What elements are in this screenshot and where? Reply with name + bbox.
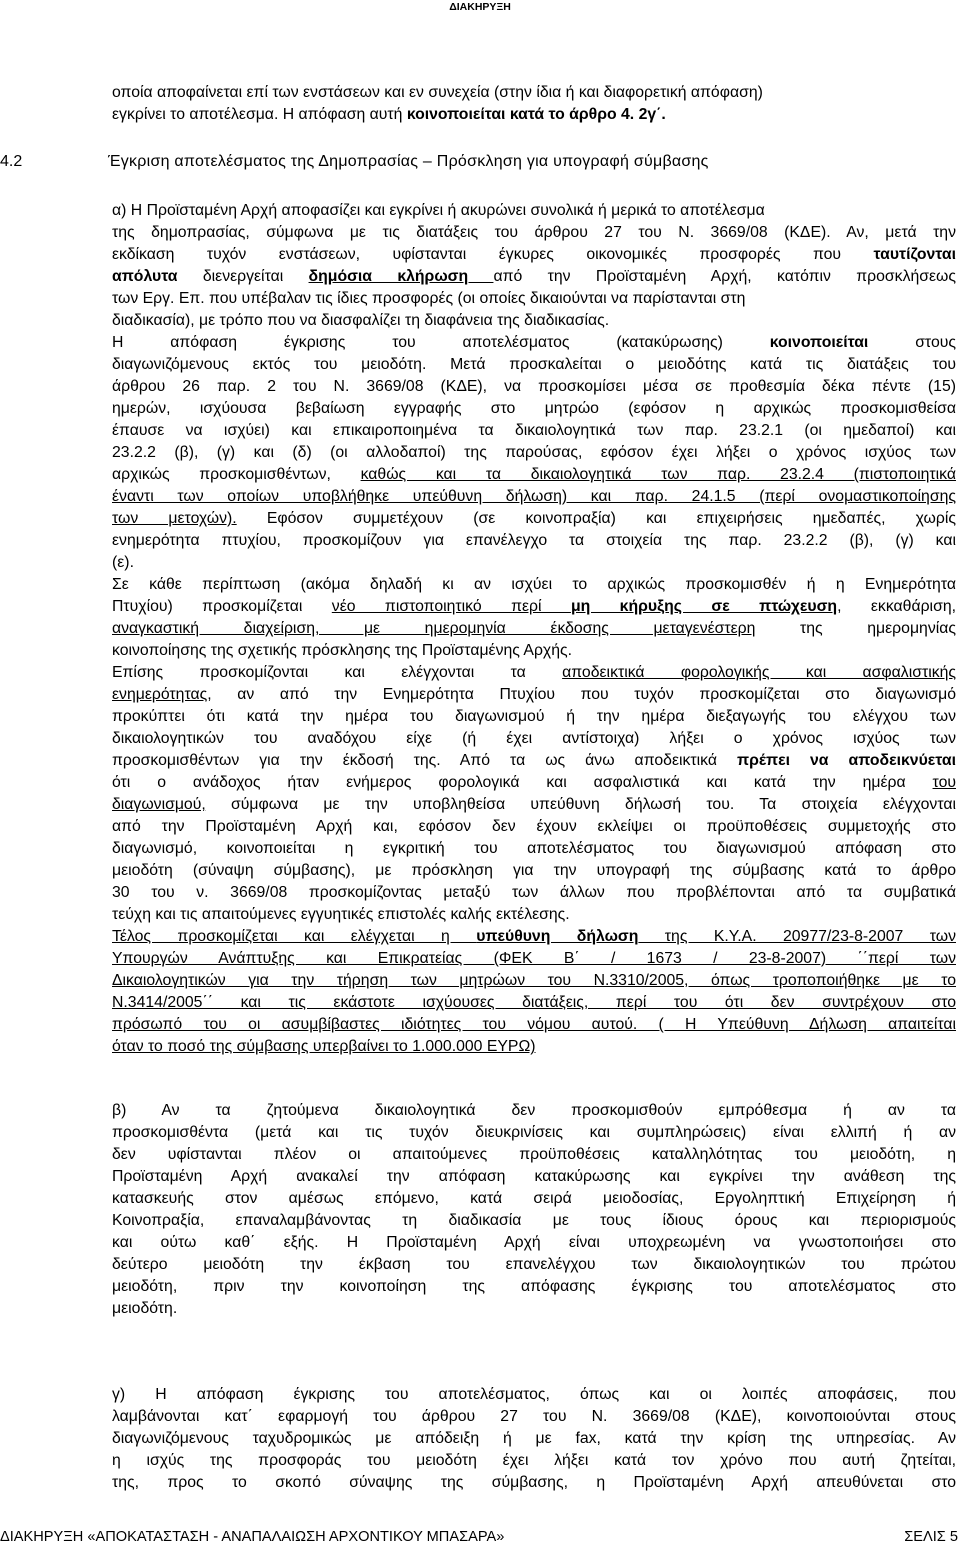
text-line (112, 596, 956, 618)
text-line (112, 464, 956, 486)
text-run: σύμφωνα με την υποβληθείσα υπεύθυνη δήλωσή του. Τα στοιχεία ελέγχονται (205, 796, 956, 813)
text-line: διαγωνιζόμενους ταχυδρομικώς με απόδειξη ή με fax, κατά την κρίση της υπηρεσίας. Αν (112, 1430, 956, 1447)
underlined-text: ενημερότητας (112, 686, 208, 703)
text-line (112, 508, 956, 530)
text-run: διενεργείται (177, 268, 309, 285)
underlined-text: αποδεικτικά φορολογικής και ασφαλιστικής (562, 664, 956, 681)
text-line: μειοδότη (σύναψη σύμβασης), με πρόσκληση για την υπογραφή της σύμβασης κατά το άρθρο (112, 862, 956, 879)
underlined-text: Τέλος προσκομίζεται και ελέγχεται η (112, 928, 477, 945)
text-run: προσκομισθέντων για την έκδοσή της. Από τα ως άνω αποδεικτικά (112, 752, 737, 769)
text-line: β) Αν τα ζητούμενα δικαιολογητικά δεν προσκομισθούν εμπρόθεσμα ή αν τα (112, 1102, 956, 1119)
text-line: διαδικασία), με τρόπο που να διασφαλίζει τη διαφάνεια της διαδικασίας. (112, 312, 610, 329)
section-number: 4.2 (0, 153, 23, 170)
underlined-text: καθώς και τα δικαιολογητικά των παρ. 23.2.4 (πιστοποιητικά (360, 466, 956, 483)
text-line: τεύχη και τις απαιτούμενες εγγυητικές επιστολές καλής εκτέλεσης. (112, 906, 570, 923)
text-line: πρόσωπό του οι ασυμβίβαστες ιδιότητες του νόμου αυτού. ( Η Υπεύθυνη Δήλωση απαιτείται (112, 1016, 956, 1033)
text-run: στους (915, 334, 956, 351)
text-line: δεύτερο μειοδότη την έκβαση του επανελέγχου των δικαιολογητικών του πρώτου (112, 1256, 956, 1273)
text-line (112, 662, 956, 684)
text-line: λαμβάνονται κατ΄ εφαρμογή του άρθρου 27 του Ν. 3669/08 (ΚΔΕ), κοινοποιούνται στους (112, 1408, 956, 1425)
text-line: έναντι των οποίων υποβλήθηκε υπεύθυνη δήλωση) και παρ. 24.1.5 (περί ονομαστικοποίησης (112, 488, 956, 505)
underlined-text: διαγωνισμού, (112, 796, 206, 813)
text-run: Πτυχίου) προσκομίζεται (112, 598, 332, 615)
text-line (112, 750, 956, 772)
text-line: προκύπτει ότι κατά την ημέρα του διαγωνισμού ή την ημέρα διεξαγωγής του ελέγχου των (112, 708, 956, 725)
header-title: ΔΙΑΚΗΡΥΞΗ (449, 1, 511, 13)
bold-text: ταυτίζονται (873, 246, 956, 263)
text-line: διαγωνισμό, κοινοποιείται η εγκριτική του αποτελέσματος του διαγωνισμού απόφαση στο (112, 840, 956, 857)
bold-underlined-text: μη κήρυξης σε πτώχευση (570, 598, 838, 615)
text-run: Η απόφαση έγκρισης του αποτελέσματος (κατακύρωσης) (112, 334, 723, 351)
footer-title: ΔΙΑΚΗΡΥΞΗ «ΑΠΟΚΑΤΑΣΤΑΣΗ - ΑΝΑΠΑΛΑΙΩΣΗ ΑΡΧΟΝΤΙΚΟΥ ΜΠΑΣΑΡΑ» (0, 1529, 505, 1545)
page-footer (0, 1526, 960, 1548)
text-line (112, 926, 956, 948)
text-line: κοινοποίησης της σχετικής πρόσκλησης της Προϊσταμένης Αρχής. (112, 642, 573, 659)
text-line: προσκομισθέντα (μετά και τις τυχόν διευκρινίσεις και συμπληρώσεις) είναι ελλιπή ή αν (112, 1124, 956, 1141)
paragraph-a (112, 200, 956, 1058)
text-line: των Εργ. Επ. που υπέβαλαν τις ίδιες προσφορές (οι οποίες δικαιούνται να παρίστανται στη (112, 290, 746, 307)
page-number: ΣΕΛΙΣ 5 (904, 1529, 958, 1545)
text-line: (ε). (112, 554, 134, 571)
text-line: διαγωνιζόμενους εκτός του μειοδότη. Μετά προσκαλείται ο μειοδότης κατά τις διατάξεις του (112, 356, 956, 373)
bold-text: κοινοποιείται κατά το άρθρο 4. 2γ΄. (406, 106, 666, 123)
bold-text: κοινοποιείται (769, 334, 869, 351)
text-run: ότι ο ανάδοχος ήταν ενήμερος φορολογικά και ασφαλιστικά και κατά την ημέρα (112, 774, 906, 791)
text-line: Ν.3414/2005΄΄ και τις εκάστοτε ισχύουσες διατάξεις, περί του ότι δεν συντρέχουν στο (112, 994, 956, 1011)
text-run: Επίσης προσκομίζονται και ελέγχονται τα (112, 664, 526, 681)
section-heading (0, 150, 960, 174)
underlined-text: του (932, 774, 956, 791)
text-line: Σε κάθε περίπτωση (ακόμα δηλαδή κι αν ισχύει το αρχικώς προσκομισθέν ή η Ενημερότητα (112, 576, 956, 593)
text-line: και ούτω καθ΄ εξής. Η Προϊσταμένη Αρχή είναι υποχρεωμένη να γνωστοποιήσει στο (112, 1234, 956, 1251)
text-run: αρχικώς προσκομισθέντων, (112, 466, 361, 483)
text-line (112, 266, 956, 288)
paragraph-b (112, 1100, 956, 1320)
text-line: από την Προϊσταμένη Αρχή και, εφόσον δεν έχουν εκλείψει οι προϋποθέσεις συμμετοχής στο (112, 818, 956, 835)
text-line: μειοδότη, πριν την κοινοποίηση της απόφασης έγκρισης του αποτελέσματος στο (112, 1278, 956, 1295)
text-line (112, 332, 956, 354)
text-line (112, 244, 956, 266)
text-line: της δημοπρασίας, σύμφωνα με τις διατάξεις του άρθρου 27 του Ν. 3669/08 (ΚΔΕ). Αν, μετά την (112, 224, 956, 241)
bold-text: απόλυτα (112, 268, 178, 285)
text-run: , εκκαθάριση, (837, 598, 956, 615)
underlined-text: των μετοχών). (112, 510, 237, 527)
underlined-text: της Κ.Υ.Α. 20977/23-8-2007 των (638, 928, 956, 945)
text-run: εκδίκαση τυχόν ενστάσεων, υφίστανται έγκυρες οικονομικές προσφορές που (112, 246, 842, 263)
text-run: της ημερομηνίας (800, 620, 956, 637)
text-line: δεν υφίστανται πλέον οι απαιτούμενες προϋποθέσεις καταλληλότητας του μειοδότη, η (112, 1146, 956, 1163)
text-line: γ) Η απόφαση έγκρισης του αποτελέσματος, όπως και οι λοιπές αποφάσεις, που (112, 1386, 956, 1403)
text-line: Κοινοπραξία, επαναλαμβάνοντας τη διαδικασία με τους ίδιους όρους και περιορισμούς (112, 1212, 956, 1229)
text-line: η ισχύς της προσφοράς του μειοδότη έχει λήξει κατά τον χρόνο που αυτή ζητείται, (112, 1452, 956, 1469)
text-line: κατασκευής στον αμέσως επόμενο, κατά σειρά μειοδοσίας, Εργοληπτική Επιχείρηση ή (112, 1190, 956, 1207)
underlined-text: νέο πιστοποιητικό περί (331, 598, 571, 615)
text-line: Προϊσταμένη Αρχή ανακαλεί την απόφαση κατακύρωσης και εγκρίνει την ανάθεση της (112, 1168, 956, 1185)
text-line: Δικαιολογητικών για την τήρηση των μητρώων του Ν.3310/2005, όπως τροποποιήθηκε με το (112, 972, 956, 989)
text-line: της, προς το σκοπό σύναψης της σύμβασης, η Προϊσταμένη Αρχή απευθύνεται στο (112, 1474, 956, 1491)
text-run: , αν από την Ενημερότητα Πτυχίου που τυχόν προσκομίζεται στο διαγωνισμό (207, 686, 956, 703)
text-line (112, 684, 956, 706)
intro-paragraph (112, 82, 956, 126)
text-line: έπαυσε να ισχύει) και επικαιροποιημένα τα δικαιολογητικά των παρ. 23.2.1 (οι ημεδαποί) και (112, 422, 956, 439)
bold-text: πρέπει να αποδεικνύεται (737, 752, 956, 769)
text-line (112, 772, 956, 794)
bold-underlined-text: δημόσια κλήρωση (308, 268, 494, 285)
text-line (112, 794, 956, 816)
text-line: άρθρου 26 παρ. 2 του Ν. 3669/08 (ΚΔΕ), να προσκομίσει μέσα σε προθεσμία δέκα πέντε (15) (112, 378, 956, 395)
paragraph-c (112, 1384, 956, 1494)
text-line (112, 104, 956, 126)
text-line: Υπουργών Ανάπτυξης και Επικρατείας (ΦΕΚ Β΄ / 1673 / 23-8-2007) ΄΄περί των (112, 950, 956, 967)
underlined-text: αναγκαστική διαχείριση, με ημερομηνία έκδοσης μεταγενέστερη (112, 620, 756, 637)
section-title: Έγκριση αποτελέσματος της Δημοπρασίας – Πρόσκληση για υπογραφή σύμβασης (108, 153, 709, 170)
text-run: Εφόσον συμμετέχουν (σε κοινοπραξία) και επιχειρήσεις ημεδαπές, χωρίς (236, 510, 956, 527)
text-run: εγκρίνει το αποτέλεσμα. Η απόφαση αυτή (112, 106, 407, 123)
text-line: α) Η Προϊσταμένη Αρχή αποφασίζει και εγκρίνει ή ακυρώνει συνολικά ή μερικά το αποτέλεσμα (112, 202, 765, 219)
text-line: ημερών, ισχύουσα βεβαίωση εγγραφής στο μητρώο (εφόσον η αρχικώς προσκομισθείσα (112, 400, 956, 417)
bold-underlined-text: υπεύθυνη δήλωση (476, 928, 639, 945)
text-line: όταν το ποσό της σύμβασης υπερβαίνει το 1.000.000 ΕΥΡΩ) (112, 1038, 536, 1055)
text-line: δικαιολογητικών του αναδόχου είχε (ή έχει αντίστοιχα) λήξει ο χρόνος ισχύος των (112, 730, 956, 747)
text-line: μειοδότη. (112, 1300, 178, 1317)
text-line: 30 του ν. 3669/08 προσκομίζοντας μεταξύ των άλλων που προβλέπονται από τα συμβατικά (112, 884, 956, 901)
text-run: από την Προϊσταμένη Αρχή, κατόπιν προσκλήσεως (493, 268, 956, 285)
text-line (112, 618, 956, 640)
text-line: ενημερότητα πτυχίου, προσκομίζουν για επανέλεγχο τα στοιχεία της παρ. 23.2.2 (β), (γ) και (112, 532, 956, 549)
text-line: 23.2.2 (β), (γ) και (δ) (οι αλλοδαποί) της παρούσας, εφόσον έχει λήξει ο χρόνος ισχύος των (112, 444, 956, 461)
page-header (0, 0, 960, 14)
text-line: οποία αποφαίνεται επί των ενστάσεων και εν συνεχεία (στην ίδια ή και διαφορετική απόφαση) (112, 84, 763, 101)
